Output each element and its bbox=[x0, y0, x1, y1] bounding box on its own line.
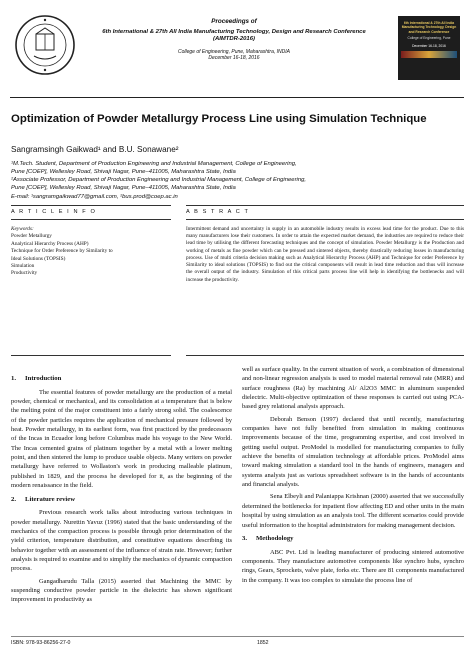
keyword-item: Ideal Solutions (TOPSIS) bbox=[11, 255, 66, 262]
conference-name-line2: (AIMTDR-2016) bbox=[213, 36, 255, 43]
literature-review-heading bbox=[11, 495, 232, 505]
poster-date: December 16-18, 2016 bbox=[412, 43, 446, 48]
introduction-heading bbox=[11, 374, 232, 384]
abstract-label-rule bbox=[186, 219, 464, 220]
affiliation-line: Pune [COEP], Wellesley Road, Shivaji Nagar, Pune–411005, Maharashtra State, India bbox=[11, 185, 236, 192]
literature-paragraph: Previous research work talks about introducing various techniques in powder metallurgy. Nurettin Yavuz (1996) stated that the basic understanding of the mechanics of the compaction process is possible through prior determination of the yield criterion, temperature distribution, and constitutive equations describing its behavior together with an assessment of the influence of strain rate. However; further analysis is required to examine and to simplify the mechanics of dynamic compaction process. bbox=[11, 509, 232, 573]
methodology-paragraph: ABC Pvt. Ltd is leading manufacturer of producing sintered automotive components. They manufacture automotive components like synchro hubs, synchro rings, Gears, Sprockets, valve plate, forks etc. There are 81 components manufactured in the company. It was too complex to simulate the process line of bbox=[242, 548, 464, 584]
abstract-top-rule bbox=[186, 205, 464, 206]
abstract-label: A B S T R A C T bbox=[186, 209, 250, 215]
proceedings-label: Proceedings of bbox=[211, 18, 257, 25]
conference-name bbox=[84, 29, 384, 44]
section-number: 3. bbox=[242, 534, 248, 542]
body-paragraph: Sena Elbeyli and Palaniappa Krishnan (2000) asserted that we successfully determined the bottlenecks for inpatient flow affecting ED and other units in the main hospital by using simulation as an analysis tool. The different scenarios could provide useful information to the hospital administrators for making management decision. bbox=[242, 493, 464, 529]
section-number: 1. bbox=[11, 375, 17, 382]
affiliation-line: ²Associate Professor, Department of Production Engineering and Industrial Management, College of Engineering, bbox=[11, 177, 307, 184]
isbn-text: ISBN: 978-93-86256-27-0 bbox=[11, 640, 71, 646]
abstract-bottom-rule bbox=[186, 355, 464, 356]
conference-poster-logo bbox=[398, 16, 460, 80]
poster-banner bbox=[401, 51, 457, 58]
paper-title: Optimization of Powder Metallurgy Process Line using Simulation Technique bbox=[11, 113, 427, 125]
introduction-paragraph: The essential features of powder metallurgy are the production of a metal powder, chemical or mechanical, and its consolidation at a temperature that is below the melting point of the major constituent into a fairly strong solid. The coalescence of the powder particles requires the application of mechanical pressure followed by heat. Powder metallurgy, in its earliest form, was first practiced by the predecessors of the Incas in Ecuador long before Columbus made his voyage to the New World. The Incas cemented grains of platinum together by a metal with a lower melting point, and then sintered the lump to produce usable objects. Many writers on powder metallurgy have referred to Wollaston's work in producing malleable platinum, published in 1829, and the process he developed for it, as the beginning of the modern renaissance in the field. bbox=[11, 388, 232, 490]
keywords-heading: Keywords: bbox=[11, 226, 34, 232]
conference-venue bbox=[84, 49, 384, 62]
keyword-item: Simulation bbox=[11, 263, 35, 270]
page-number: 1852 bbox=[257, 640, 269, 646]
body-paragraph: well as surface quality. In the current situation of work, a combination of dimensional and non-linear regression analysis is used to model material removal rate (MRR) and surface roughness (Ra) by machining Al/ Al2O3 MMC in aluminum suspended dielectric. Multi-objective optimization of these responses is carried out using PCA-based grey relational analysis approach. bbox=[242, 366, 464, 411]
poster-subtitle: College of Engineering, Pune bbox=[407, 36, 451, 41]
poster-title: 6th International & 27th All India Manufacturing Technology, Design and Research Conference bbox=[401, 21, 457, 34]
methodology-heading bbox=[242, 534, 464, 544]
section-title: Literature review bbox=[25, 495, 76, 503]
info-top-rule bbox=[11, 205, 171, 206]
conference-header bbox=[10, 12, 464, 96]
paper-authors: Sangramsingh Gaikwad¹ and B.U. Sonawane² bbox=[11, 145, 179, 154]
info-label-rule bbox=[11, 219, 171, 220]
section-title: Introduction bbox=[25, 375, 62, 382]
affiliation-line: ¹M.Tech. Student, Department of Production Engineering and Industrial Management, College of Engineering, bbox=[11, 161, 297, 167]
affiliation-line: Pune [COEP], Wellesley Road, Shivaji Nagar, Pune–411005, Maharashtra State, India bbox=[11, 169, 236, 176]
college-seal-logo bbox=[14, 14, 76, 76]
info-bottom-rule bbox=[11, 355, 171, 356]
literature-paragraph: Gangadharudu Talla (2015) asserted that Machining the MMC by suspending conductive powder particle in the dielectric has shown significant improvement in productivity as bbox=[11, 577, 232, 604]
section-number: 2. bbox=[11, 495, 17, 503]
abstract-text: Intermittent demand and uncertainty in supply in an automobile industry results in excess lead time for the product. Due to this many manufacturers lose their customers. In order to attain the expected market demand, the industries are required to reduce their lead time by utilising the different forecasting techniques and the concept of simulation. Powder Metallurgy is the Production and working of metals as fine powder which can be pressed and sintered objects, thereby drastically reducing losses in manufacturing process. Use of multi criteria decision making such as Analytical Hierarchy Process (AHP) and Technique for order Preference by Similarity to ideal solutions (TOPSIS) to find out the critical components will result in lead time reduction and thus will increase the overall output of the industry. Simulation of this critical parts process line will help in identifying the bottlenecks and will increase the productivity. bbox=[186, 226, 464, 283]
author-email: E-mail: ¹sangramgaikwad77@gmail.com, ²bus.prod@coep.ac.in bbox=[11, 193, 178, 200]
conference-info bbox=[84, 18, 384, 62]
section-title: Methodology bbox=[256, 534, 294, 542]
keyword-item: Analytical Hierarchy Process (AHP) bbox=[11, 240, 89, 247]
conference-name-line1: 6th International & 27th All India Manufacturing Technology, Design and Research Conference bbox=[102, 29, 366, 35]
venue-text: College of Engineering, Pune, Maharashtra, INDIA bbox=[177, 48, 290, 55]
article-info-label: A R T I C L E I N F O bbox=[11, 209, 97, 215]
keyword-item: Productivity bbox=[11, 270, 38, 277]
dates-text: December 16-18, 2016 bbox=[208, 55, 260, 62]
header-divider bbox=[10, 97, 464, 98]
body-right-column bbox=[242, 365, 464, 588]
keyword-item: Technique for Order Preference by Similarity to bbox=[11, 248, 113, 255]
footer-divider bbox=[11, 636, 464, 637]
body-paragraph: Deborah Benson (1997) declared that until recently, manufacturing companies have not fully benefited from simulation in making continuous improvements because of the time, programming expertise, and cost involved in getting useful output. ProModel is modelled for manufacturing companies to fully achieve the benefits of simulation technology at affordable prices. ProModel aims toward making simulation a standard tool in the hands of engineers, managers and systems analysts just as various spreadsheet software is in the hands of accountants and financial analysts. bbox=[242, 415, 464, 489]
keyword-item: Powder Metallurgy bbox=[11, 233, 52, 240]
body-left-column bbox=[11, 370, 232, 608]
keywords-block bbox=[11, 226, 171, 278]
author-affiliations bbox=[11, 160, 466, 201]
